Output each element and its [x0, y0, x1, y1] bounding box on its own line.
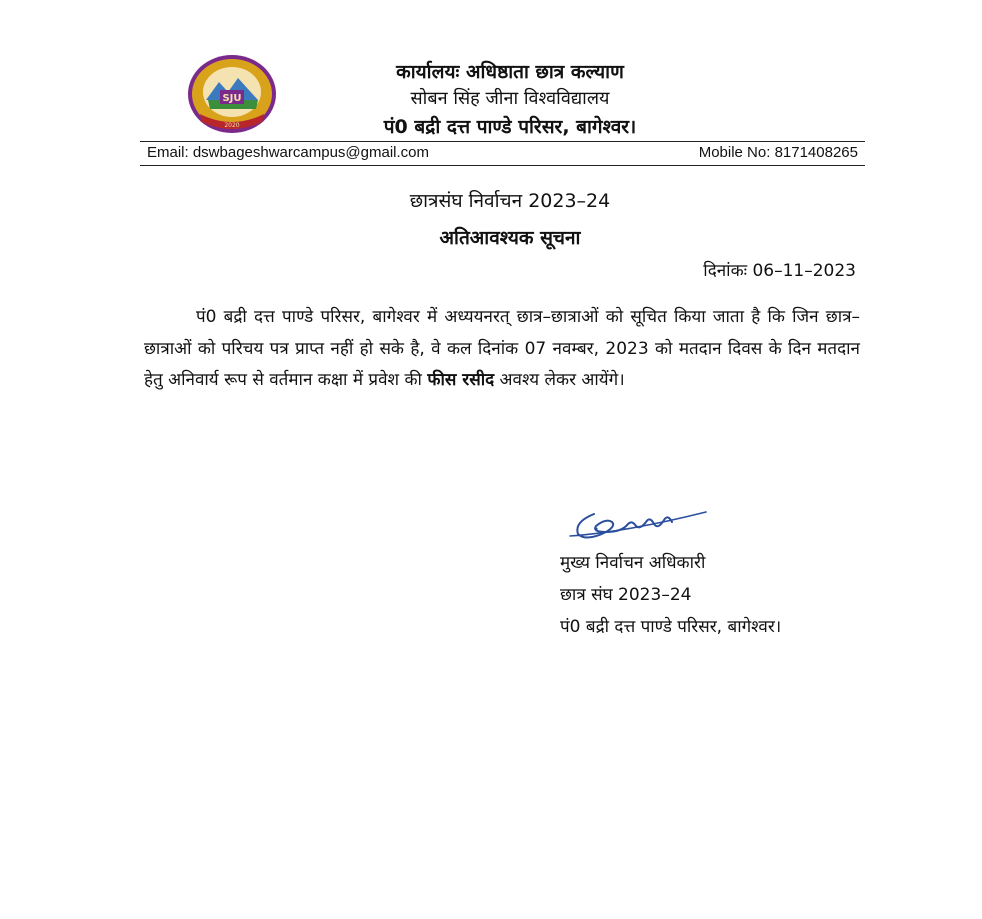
- contact-email: Email: dswbageshwarcampus@gmail.com: [147, 144, 429, 161]
- notice-body-part2: अवश्य लेकर आयेंगे।: [494, 370, 625, 390]
- header-rule-top: [140, 141, 865, 142]
- signatory-designation: मुख्य निर्वाचन अधिकारी: [560, 553, 706, 573]
- university-logo: [186, 54, 278, 138]
- logo-year: 2020: [224, 122, 240, 129]
- notice-body-part1: पं0 बद्री दत्त पाण्डे परिसर, बागेश्वर में अध्ययनरत् छात्र–छात्राओं को सूचित किया जाता है कि जिन छात्र–छात्राओं को परिचय पत्र प्राप्त नहीं हो सके है, वे कल दिनांक 07 नवम्बर, 2023 को मतदान दिवस के दिन मतदान हेतु अनिवार्य रूप से वर्तमान कक्षा में प्रवेश की: [144, 307, 860, 390]
- campus-name: पं0 बद्री दत्त पाण्डे परिसर, बागेश्वर।: [383, 116, 637, 138]
- notice-body-bold: फीस रसीद: [427, 370, 495, 390]
- signatory-body: छात्र संघ 2023–24: [560, 585, 692, 605]
- svg-text:SJU: SJU: [222, 93, 242, 104]
- office-title: कार्यालयः अधिष्ठाता छात्र कल्याण: [396, 61, 624, 83]
- signature: [566, 502, 716, 542]
- notice-body: [144, 302, 860, 397]
- contact-mobile: Mobile No: 8171408265: [698, 144, 858, 161]
- header-rule-bottom: [140, 165, 865, 166]
- notice-title: अतिआवश्यक सूचना: [439, 227, 581, 249]
- notice-date: दिनांकः 06–11–2023: [703, 261, 856, 281]
- notice-subject: छात्रसंघ निर्वाचन 2023–24: [409, 190, 611, 212]
- signatory-place: पं0 बद्री दत्त पाण्डे परिसर, बागेश्वर।: [560, 617, 782, 637]
- university-name: सोबन सिंह जीना विश्वविद्यालय: [410, 88, 610, 109]
